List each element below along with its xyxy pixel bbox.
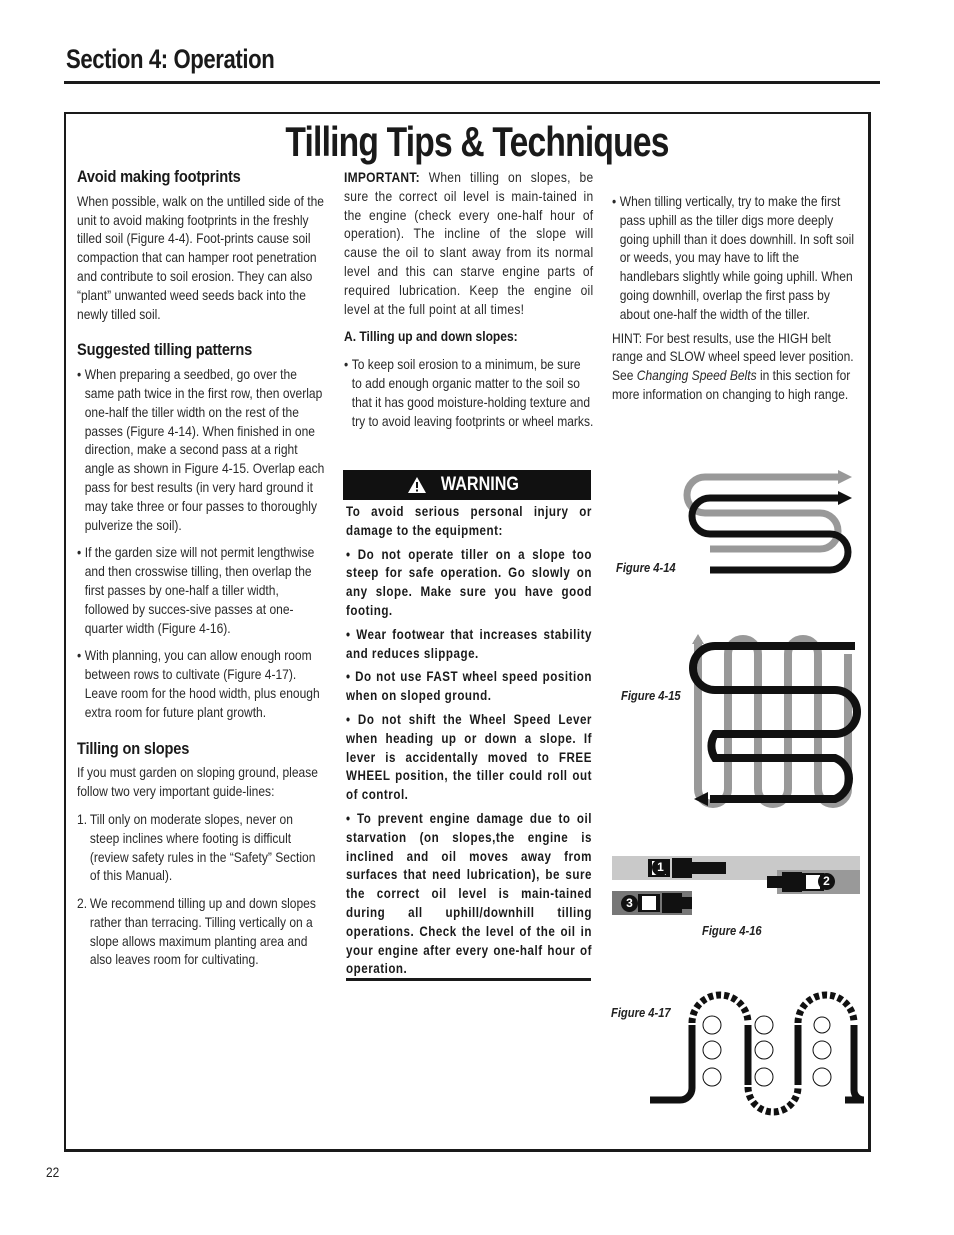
step-badge-1: 1 xyxy=(652,859,669,876)
warning-item: • Do not shift the Wheel Speed Lever when heading up or down a slope. If lever is accidentally moved to FREE WHEEL position, the tiller could roll out of control. xyxy=(346,711,592,803)
list-item: • When tilling vertically, try to make the first pass uphill as the tiller digs more deeply going uphill than it does downhill. In soft soil or weeds, you may have to lift the handlebars slightly while going uphill. When going downhill, overlap the first pass by about one-half the width of the tiller. xyxy=(612,193,855,322)
list-item: • When preparing a seedbed, go over the same path twice in the first row, then overlap one-half the tiller width on the rest of the passes (Figure 4-14). When finished in one direction, make a second pass at a right angle as shown in Figure 4-15. Overlap each pass for best results (in very hard ground it may take three or four passes to thoroughly pulverize the soil). xyxy=(77,366,325,533)
warning-text xyxy=(346,503,630,979)
hint-text: HINT: For best results, use the HIGH belt range and SLOW wheel speed lever position. See Changing Speed Belts in this section for more information on changing to high range. xyxy=(612,329,854,402)
footprints-body: When possible, walk on the untilled side of the unit to avoid making footprints in the freshly tilled soil (Figure 4-4). Foot-prints cause soil compaction that can hamper root penetration and contribute to soil erosion. They can also “plant” unwanted weed seeds back into the newly tilled soil. xyxy=(77,192,324,322)
column-middle xyxy=(344,168,630,430)
heading-tilling-slopes: Tilling on slopes xyxy=(77,738,190,758)
warning-intro: To avoid serious personal injury or damage to the equipment: xyxy=(346,504,592,538)
figure-4-14-diagram xyxy=(680,470,855,580)
subheading-up-down-slopes: A. Tilling up and down slopes: xyxy=(344,328,518,345)
page-number: 22 xyxy=(46,1164,60,1180)
warning-item: • Wear footwear that increases stability and reduces slippage. xyxy=(346,626,592,661)
warning-item: • To prevent engine damage due to oil starvation (on slopes,the engine is inclined and oil moves away from surfaces that need lubrication), be sure the correct oil level is main-tained during all uphill/downhill tilling operations. Check the level of the oil in your engine after every one-half hour of operation. xyxy=(346,810,592,977)
list-item: • With planning, you can allow enough room between rows to cultivate (Figure 4-17). Leave room for the hood width, plus enough extra room for future plant growth. xyxy=(77,647,320,720)
figure-4-16-caption: Figure 4-16 xyxy=(702,923,762,938)
step-badge-2: 2 xyxy=(818,873,835,890)
column-left xyxy=(77,168,365,969)
column-right xyxy=(612,192,902,404)
figure-4-14-caption: Figure 4-14 xyxy=(616,560,676,575)
plant-icons xyxy=(703,1016,831,1086)
figure-4-15-diagram xyxy=(690,634,860,806)
numbered-item: 1. Till only on moderate slopes, never on steep inclines where footing is difficult (review safety rules in the “Safety” Section of this Manual). xyxy=(77,810,316,884)
heading-tilling-patterns: Suggested tilling patterns xyxy=(77,340,253,360)
warning-label: WARNING xyxy=(440,474,520,495)
important-note: IMPORTANT: When tilling on slopes, be sure the correct oil level is main-tained in the engine (check every one-half hour of operation). The incline of the slope will cause the oil to slant away from its normal level and this can starve engine parts of required lubrication. Keep the engine oil level at the full point at all times! xyxy=(344,169,594,317)
warning-triangle-icon xyxy=(408,477,426,493)
slopes-intro: If you must garden on sloping ground, please follow two very important guide-lines: xyxy=(77,764,318,800)
warning-item: • Do not use FAST wheel speed position when on sloped ground. xyxy=(346,669,592,704)
figure-4-17-caption: Figure 4-17 xyxy=(611,1005,671,1020)
numbered-item: 2. We recommend tilling up and down slopes rather than terracing. Tilling vertically on a slope allows maximum planting area and also leaves room for cultivating. xyxy=(77,895,316,968)
list-item: • To keep soil erosion to a minimum, be sure to add enough organic matter to the soil so that it has good moisture-holding texture and try to avoid leaving footprints or wheel marks. xyxy=(344,356,594,429)
list-item: • If the garden size will not permit lengthwise and then crosswise tilling, then overlap the first passes by one-half a tiller width, followed by succes-sive passes at one-quarter width (Figure 4-16). xyxy=(77,544,315,636)
page-title: Tilling Tips & Techniques xyxy=(285,118,669,165)
step-badge-3: 3 xyxy=(621,895,638,912)
figure-4-17-diagram xyxy=(650,995,860,1115)
warning-bottom-rule xyxy=(346,978,591,981)
heading-footprints: Avoid making footprints xyxy=(77,167,241,186)
warning-banner xyxy=(343,470,591,500)
section-title: Section 4: Operation xyxy=(66,44,275,74)
warning-item: • Do not operate tiller on a slope too steep for safe operation. Go slowly on any slope. Make sure you have good footing. xyxy=(346,546,592,618)
section-divider xyxy=(64,81,880,84)
figure-4-15-caption: Figure 4-15 xyxy=(621,688,681,703)
